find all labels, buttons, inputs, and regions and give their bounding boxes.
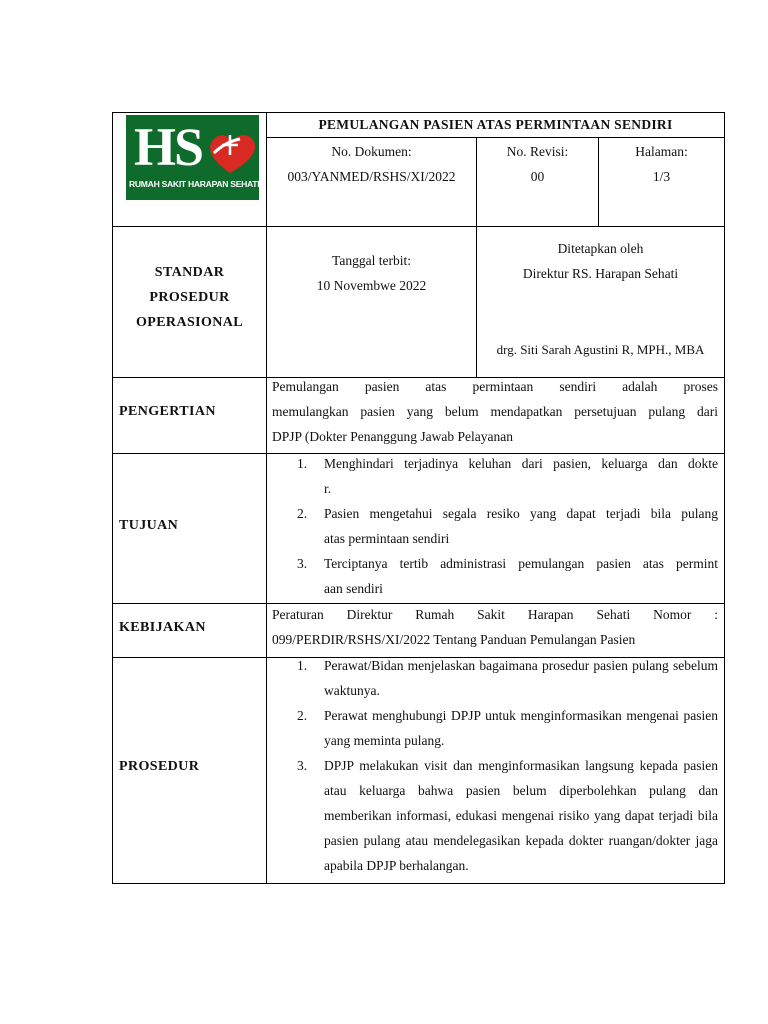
logo-letters: HS xyxy=(134,117,203,177)
tujuan-label: TUJUAN xyxy=(119,518,179,533)
list-item xyxy=(272,653,718,703)
item-number: 2. xyxy=(297,506,308,521)
tanggal-label: Tanggal terbit: xyxy=(332,253,411,268)
kebijakan-line: 099/PERDIR/RSHS/XI/2022 Tentang Panduan Pemulangan Pasien xyxy=(272,632,636,647)
item-line: r. xyxy=(324,481,332,496)
item-number: 3. xyxy=(297,556,308,571)
pengertian-label: PENGERTIAN xyxy=(119,404,216,419)
list-item xyxy=(272,703,718,753)
item-number: 1. xyxy=(297,658,308,673)
no-dokumen-value: 003/YANMED/RSHS/XI/2022 xyxy=(287,169,456,184)
item-text: Perawat menghubungi DPJP untuk menginformasikan mengenai pasien yang meminta pulang. xyxy=(324,708,718,748)
no-revisi-block xyxy=(477,139,598,189)
item-line: Terciptanya tertib administrasi pemulangan pasien atas permint xyxy=(324,556,718,571)
list-item xyxy=(272,551,718,601)
signatory-name: drg. Siti Sarah Agustini R, MPH., MBA xyxy=(496,342,705,357)
halaman-value: 1/3 xyxy=(652,169,671,184)
tanggal-value: 10 Novembwe 2022 xyxy=(316,278,427,293)
list-item xyxy=(272,501,718,551)
kebijakan-label: KEBIJAKAN xyxy=(119,620,206,635)
item-number: 1. xyxy=(297,456,308,471)
item-line: aan sendiri xyxy=(324,581,383,596)
ditetapkan-line2: Direktur RS. Harapan Sehati xyxy=(522,266,679,281)
kebijakan-line: Peraturan Direktur Rumah Sakit Harapan Sehati Nomor : xyxy=(272,607,718,622)
no-dokumen-block xyxy=(267,139,476,189)
list-item xyxy=(272,753,718,878)
ditetapkan-line1: Ditetapkan oleh xyxy=(557,241,644,256)
item-number: 2. xyxy=(297,708,308,723)
document-title: PEMULANGAN PASIEN ATAS PERMINTAAN SENDIRI xyxy=(318,117,673,132)
logo-caption: RUMAH SAKIT HARAPAN SEHATI xyxy=(129,179,260,189)
halaman-block xyxy=(599,139,724,189)
item-line: Menghindari terjadinya keluhan dari pasien, keluarga dan dokte xyxy=(324,456,718,471)
ditetapkan-block xyxy=(477,236,724,286)
spo-label-line2: PROSEDUR xyxy=(149,290,230,305)
pengertian-line: memulangkan pasien yang belum mendapatkan persetujuan pulang dari xyxy=(272,404,718,419)
item-text: Perawat/Bidan menjelaskan bagaimana prosedur pasien pulang sebelum waktunya. xyxy=(324,658,718,698)
list-item xyxy=(272,451,718,501)
no-revisi-label: No. Revisi: xyxy=(506,144,569,159)
spo-label-line3: OPERASIONAL xyxy=(135,315,244,330)
no-dokumen-label: No. Dokumen: xyxy=(331,144,412,159)
item-line: atas permintaan sendiri xyxy=(324,531,450,546)
no-revisi-value: 00 xyxy=(530,169,545,184)
item-line: Pasien mengetahui segala resiko yang dapat terjadi bila pulang xyxy=(324,506,718,521)
spo-label-line1: STANDAR xyxy=(154,265,225,280)
tanggal-terbit xyxy=(267,248,476,298)
prosedur-label: PROSEDUR xyxy=(119,759,200,774)
pengertian-line: DPJP (Dokter Penanggung Jawab Pelayanan xyxy=(272,429,513,444)
halaman-label: Halaman: xyxy=(635,144,688,159)
item-number: 3. xyxy=(297,758,308,773)
item-text: DPJP melakukan visit dan menginformasikan langsung kepada pasien atau keluarga bahwa pasien belum diperbolehkan pulang dan memberikan informasi, edukasi mengenai risiko yang dapat terjadi bila pasien pulang atau mendelegasikan kepada dokter ruangan/dokter jaga apabila DPJP berhalangan. xyxy=(324,758,718,873)
tujuan-list xyxy=(272,451,718,601)
prosedur-list xyxy=(272,653,718,878)
pengertian-line: Pemulangan pasien atas permintaan sendiri adalah proses xyxy=(272,379,718,394)
spo-label xyxy=(113,260,266,335)
kebijakan-text xyxy=(272,602,718,652)
hospital-logo xyxy=(126,115,259,200)
pengertian-text xyxy=(272,374,718,449)
